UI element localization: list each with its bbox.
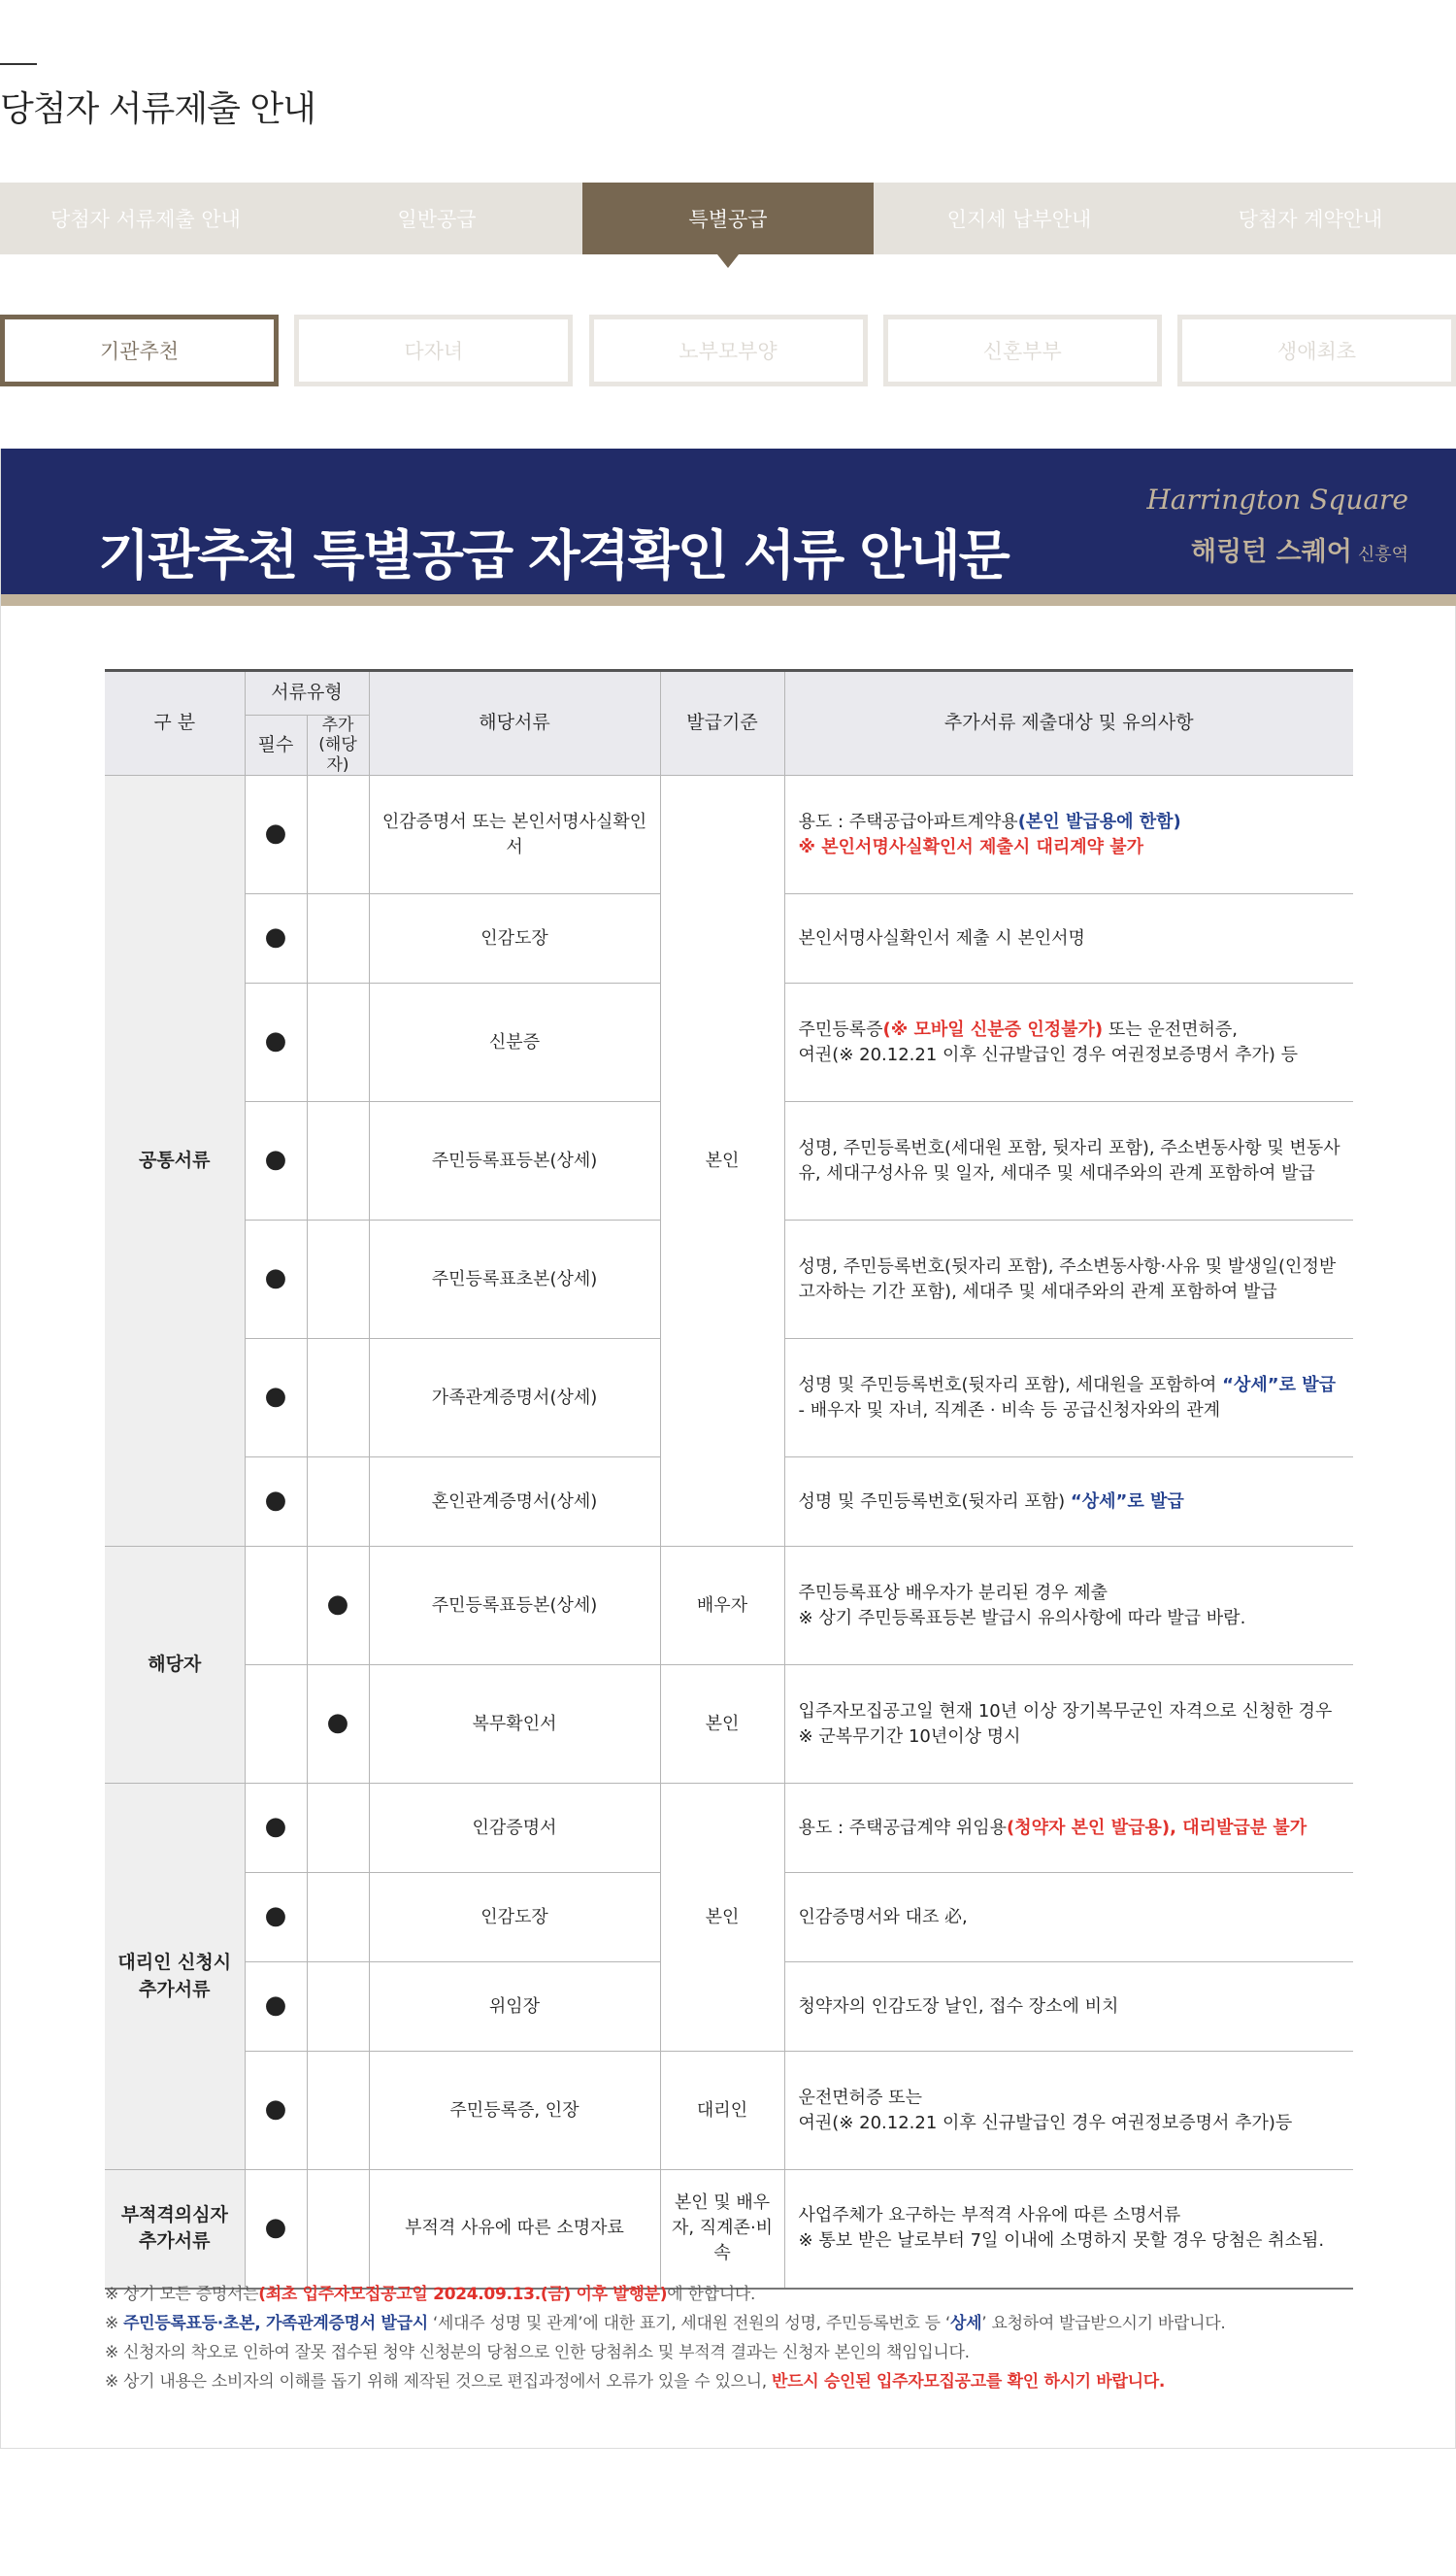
required-mark: [245, 1457, 307, 1547]
required-mark-dot: ●: [264, 1026, 287, 1056]
additional-empty: [307, 1339, 369, 1457]
footnote-text: ※ 상기 모든 증명서는: [105, 2285, 259, 2304]
required-mark-dot: ●: [264, 1382, 287, 1412]
doc-name: 주민등록표초본(상세): [369, 1221, 660, 1339]
required-empty: [245, 1547, 307, 1665]
footnote-highlight: 상세: [950, 2314, 982, 2333]
required-mark: [245, 984, 307, 1102]
table-row: [105, 1784, 1353, 1873]
subtab-newlywed[interactable]: 신혼부부: [883, 315, 1162, 386]
additional-empty: [307, 1784, 369, 1873]
required-mark-dot: ●: [264, 1901, 287, 1931]
additional-empty: [307, 1962, 369, 2052]
additional-mark: [307, 1547, 369, 1665]
footnote-text: ※ 상기 내용은 소비자의 이해를 돕기 위해 제작된 것으로 편집과정에서 오류가 있을 수 있으니,: [105, 2372, 773, 2392]
banner-title: 기관추천 특별공급 자격확인 서류 안내문: [98, 524, 1009, 586]
note-text: 주민등록증: [798, 1019, 883, 1040]
required-mark-dot: ●: [264, 1991, 287, 2021]
note-warning: (청약자 본인 발급용), 대리발급분 불가: [1007, 1817, 1307, 1838]
additional-mark: [307, 1665, 369, 1784]
note-highlight: “상세”로 발급: [1222, 1374, 1337, 1395]
table-row: [105, 2052, 1353, 2170]
header-doc-type: 서류유형: [245, 671, 369, 716]
doc-name: 복무확인서: [369, 1665, 660, 1784]
brand-location: 신흥역: [1357, 545, 1408, 565]
issuer-cell: 본인: [660, 1665, 784, 1784]
footnote-highlight: 반드시 승인된 입주자모집공고를 확인 하시기 바랍니다.: [772, 2372, 1166, 2392]
note-cell: 청약자의 인감도장 날인, 접수 장소에 비치: [784, 1962, 1353, 2052]
footnote-text: 에 한합니다.: [667, 2285, 756, 2304]
note-cell: 본인서명사실확인서 제출 시 본인서명: [784, 894, 1353, 984]
additional-mark-dot: ●: [326, 1589, 349, 1620]
note-text: 여권(※ 20.12.21 이후 신규발급인 경우 여권정보증명서 추가) 등: [798, 1044, 1298, 1065]
note-highlight: “상세”로 발급: [1070, 1490, 1184, 1512]
note-cell: [784, 1457, 1353, 1547]
additional-empty: [307, 1457, 369, 1547]
document-image: [0, 449, 1456, 2449]
note-cell: [784, 776, 1353, 894]
group-applicable: 해당자: [105, 1547, 245, 1784]
sub-tab-bar: [0, 315, 1456, 386]
brand-logo-script: Harrington Square: [1146, 484, 1408, 516]
footnote-highlight: 주민등록표등·초본, 가족관계증명서 발급시: [123, 2314, 428, 2333]
required-mark-dot: ●: [264, 1145, 287, 1175]
required-mark: [245, 894, 307, 984]
footnote-text: ※: [105, 2314, 124, 2333]
table-row: [105, 2170, 1353, 2289]
footnote-4: [105, 2367, 1357, 2396]
tab-general-supply[interactable]: 일반공급: [397, 208, 477, 231]
required-mark-dot: ●: [264, 819, 287, 849]
doc-name: 부적격 사유에 따른 소명자료: [369, 2170, 660, 2289]
note-cell: [784, 984, 1353, 1102]
note-cell: [784, 2052, 1353, 2170]
note-cell: [784, 2170, 1353, 2289]
note-text: 입주자모집공고일 현재 10년 이상 장기복무군인 자격으로 신청한 경우: [798, 1700, 1333, 1722]
required-mark: [245, 2052, 307, 2170]
additional-empty: [307, 2170, 369, 2289]
required-mark-dot: ●: [264, 2094, 287, 2124]
doc-name: 신분증: [369, 984, 660, 1102]
footnote-text: ’ 요청하여 발급받으시기 바랍니다.: [981, 2314, 1226, 2333]
required-mark: [245, 776, 307, 894]
note-cell: 인감증명서와 대조 必,: [784, 1873, 1353, 1962]
required-mark: [245, 1221, 307, 1339]
tab-stamp-tax[interactable]: 인지세 납부안내: [946, 208, 1092, 231]
header-notes: 추가서류 제출대상 및 유의사항: [784, 671, 1353, 776]
doc-name: 인감도장: [369, 894, 660, 984]
additional-empty: [307, 984, 369, 1102]
footnote-1: [105, 2280, 1357, 2309]
note-text: ※ 상기 주민등록표등본 발급시 유의사항에 따라 발급 바람.: [798, 1607, 1246, 1628]
note-cell: [784, 1339, 1353, 1457]
table-row: [105, 1665, 1353, 1784]
header-additional: [307, 716, 369, 776]
footnotes: [105, 2280, 1357, 2396]
required-mark-dot: ●: [264, 2212, 287, 2242]
note-text: 성명 및 주민등록번호(뒷자리 포함): [798, 1490, 1071, 1512]
required-mark: [245, 1873, 307, 1962]
title-rule: [0, 63, 37, 65]
note-highlight: (본인 발급용에 한함): [1017, 811, 1181, 832]
doc-name: 위임장: [369, 1962, 660, 2052]
doc-name: 주민등록증, 인장: [369, 2052, 660, 2170]
note-cell: [784, 1665, 1353, 1784]
required-mark: [245, 1339, 307, 1457]
note-text: 또는 운전면허증,: [1103, 1019, 1238, 1040]
note-cell: 성명, 주민등록번호(뒷자리 포함), 주소변동사항·사유 및 발생일(인정받고자하는 기간 포함), 세대주 및 세대주와의 관계 포함하여 발급: [784, 1221, 1353, 1339]
required-mark: [245, 1102, 307, 1221]
required-mark-dot: ●: [264, 1812, 287, 1842]
tab-special-supply[interactable]: 특별공급: [582, 183, 874, 254]
documents-table: [105, 669, 1353, 2290]
table-row: [105, 776, 1353, 894]
header-issuer: 발급기준: [660, 671, 784, 776]
note-cell: 성명, 주민등록번호(세대원 포함, 뒷자리 포함), 주소변동사항 및 변동사유, 세대구성사유 및 일자, 세대주 및 세대주와의 관계 포함하여 발급: [784, 1102, 1353, 1221]
note-text: 용도 : 주택공급계약 위임용: [798, 1817, 1008, 1838]
issuer-cell: 본인 및 배우자, 직계존·비속: [660, 2170, 784, 2289]
additional-empty: [307, 1221, 369, 1339]
page-title: 당첨자 서류제출 안내: [0, 89, 315, 129]
additional-mark-dot: ●: [326, 1708, 349, 1738]
footnote-3: ※ 신청자의 착오로 인하여 잘못 접수된 청약 신청분의 당첨으로 인한 당첨취소 및 부적격 결과는 신청자 본인의 책임입니다.: [105, 2343, 970, 2362]
doc-name: 인감증명서: [369, 1784, 660, 1873]
footnote-highlight: (최초 입주자모집공고일 2024.09.13.(금) 이후 발행분): [258, 2285, 668, 2304]
footnote-text: ‘세대주 성명 및 관계’에 대한 표기, 세대원 전원의 성명, 주민등록번호 등 ‘: [427, 2314, 950, 2333]
note-text: 사업주체가 요구하는 부적격 사유에 따른 소명서류: [798, 2205, 1181, 2226]
additional-empty: [307, 2052, 369, 2170]
doc-name: 혼인관계증명서(상세): [369, 1457, 660, 1547]
table-row: [105, 1547, 1353, 1665]
subtab-first-time[interactable]: 생애최초: [1177, 315, 1456, 386]
main-tab-bar: [0, 183, 1456, 254]
brand-logo-name: [1191, 530, 1408, 568]
note-text: - 배우자 및 자녀, 직계존 · 비속 등 공급신청자와의 관계: [798, 1399, 1221, 1421]
header-required: 필수: [245, 716, 307, 776]
doc-name: 주민등록표등본(상세): [369, 1102, 660, 1221]
note-text: ※ 통보 받은 날로부터 7일 이내에 소명하지 못할 경우 당첨은 취소됨.: [798, 2230, 1325, 2252]
doc-name: 주민등록표등본(상세): [369, 1547, 660, 1665]
required-mark-dot: ●: [264, 922, 287, 953]
required-mark: [245, 2170, 307, 2289]
group-common: 공통서류: [105, 776, 245, 1547]
required-mark: [245, 1784, 307, 1873]
note-text: 용도 : 주택공급아파트계약용: [798, 811, 1018, 832]
additional-empty: [307, 776, 369, 894]
issuer-cell: 대리인: [660, 2052, 784, 2170]
required-empty: [245, 1665, 307, 1784]
note-warning: (※ 모바일 신분증 인정불가): [882, 1019, 1104, 1040]
note-text: 주민등록표상 배우자가 분리된 경우 제출: [798, 1582, 1108, 1603]
note-text: 성명 및 주민등록번호(뒷자리 포함), 세대원을 포함하여: [798, 1374, 1223, 1395]
group-ineligible: 부적격의심자 추가서류: [105, 2170, 245, 2289]
note-cell: [784, 1547, 1353, 1665]
footnote-2: [105, 2309, 1357, 2338]
header-additional-sub: (해당자): [318, 735, 357, 775]
header-additional-label: 추가: [321, 716, 354, 735]
required-mark-dot: ●: [264, 1263, 287, 1293]
additional-empty: [307, 1102, 369, 1221]
group-proxy: 대리인 신청시 추가서류: [105, 1784, 245, 2170]
note-cell: [784, 1784, 1353, 1873]
subtab-elderly-parents[interactable]: 노부모부양: [589, 315, 868, 386]
note-warning: ※ 본인서명사실확인서 제출시 대리계약 불가: [798, 836, 1144, 857]
issuer-cell: 본인: [660, 1784, 784, 2052]
required-mark-dot: ●: [264, 1486, 287, 1516]
doc-name: 인감도장: [369, 1873, 660, 1962]
additional-empty: [307, 1873, 369, 1962]
brand-name: 해링턴 스퀘어: [1190, 537, 1352, 567]
note-text: ※ 군복무기간 10년이상 명시: [798, 1725, 1021, 1747]
required-mark: [245, 1962, 307, 2052]
subtab-multi-child[interactable]: 다자녀: [294, 315, 573, 386]
additional-empty: [307, 894, 369, 984]
note-text: 여권(※ 20.12.21 이후 신규발급인 경우 여권정보증명서 추가)등: [798, 2112, 1293, 2133]
subtab-institution[interactable]: 기관추천: [0, 315, 279, 386]
doc-name: 인감증명서 또는 본인서명사실확인서: [369, 776, 660, 894]
doc-banner: [1, 449, 1456, 606]
header-document: 해당서류: [369, 671, 660, 776]
doc-name: 가족관계증명서(상세): [369, 1339, 660, 1457]
tab-contract-guide[interactable]: 당첨자 계약안내: [1238, 208, 1383, 231]
header-category: 구 분: [105, 671, 245, 776]
issuer-cell: 본인: [660, 776, 784, 1547]
issuer-cell: 배우자: [660, 1547, 784, 1665]
tab-winner-docs[interactable]: 당첨자 서류제출 안내: [50, 208, 241, 231]
note-text: 운전면허증 또는: [798, 2087, 922, 2108]
